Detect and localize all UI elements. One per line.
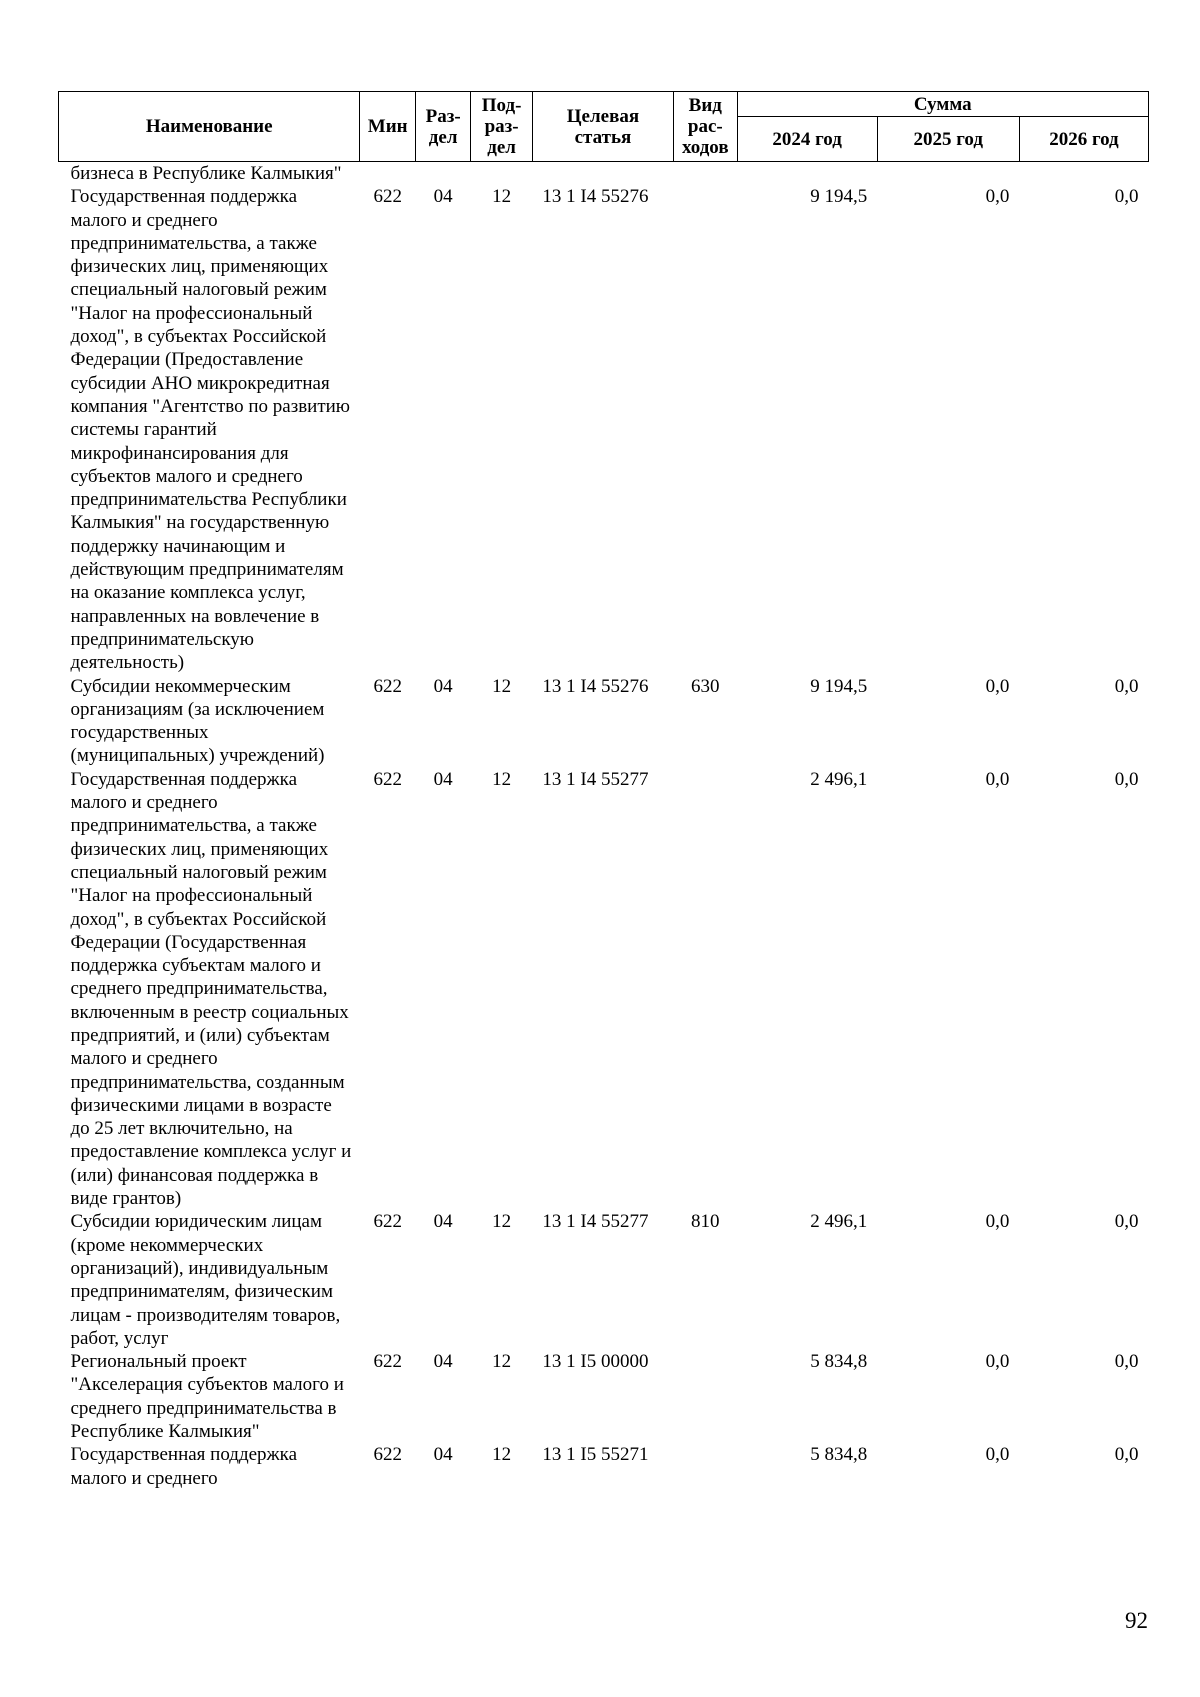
row-2024: 9 194,5 xyxy=(810,675,868,697)
budget-table xyxy=(58,91,1149,1490)
table-row xyxy=(59,675,1149,768)
header-name: Наименование xyxy=(59,92,360,162)
row-min: 622 xyxy=(373,675,402,697)
row-2025: 0,0 xyxy=(985,768,1010,790)
table-row xyxy=(59,768,1149,1211)
row-min: 622 xyxy=(373,1351,402,1373)
row-podrazdel: 12 xyxy=(492,186,512,208)
row-min: 622 xyxy=(373,768,402,790)
row-2025: 0,0 xyxy=(985,186,1010,208)
row-podrazdel: 12 xyxy=(492,1351,512,1373)
row-2024: 2 496,1 xyxy=(810,1211,868,1233)
header-vid-raskhodov: Вид рас- ходов xyxy=(674,92,738,162)
row-razdel: 04 xyxy=(433,768,453,790)
row-name: Государственная поддержка малого и среднего предпринимательства, а также физических лиц, применяющих специальный налоговый режим "Налог на профессиональный доход", в субъектах Российской Федерации (Государственная поддержка субъектам малого и среднего предпринимательства, включенным в реестр социальных предприятий, и (или) субъектам малого и среднего предпринимательства, созданным физическими лицами в возрасте до 25 лет включительно, на предоставление комплекса услуг и (или) финансовая поддержка в виде грантов) xyxy=(70,768,352,1210)
row-kcsr: 13 1 I4 55277 xyxy=(542,768,649,790)
row-podrazdel: 12 xyxy=(492,768,512,790)
row-2024 xyxy=(737,162,877,186)
header-podrazdel: Под- раз- дел xyxy=(471,92,533,162)
row-name: бизнеса в Республике Калмыкия" xyxy=(70,163,342,184)
row-2024: 5 834,8 xyxy=(810,1351,868,1373)
row-2026: 0,0 xyxy=(1114,675,1139,697)
header-min: Мин xyxy=(360,92,415,162)
row-2024: 5 834,8 xyxy=(810,1444,868,1466)
row-kcsr xyxy=(532,162,673,186)
row-2026: 0,0 xyxy=(1114,1444,1139,1466)
row-vid xyxy=(674,185,738,674)
row-2025 xyxy=(877,162,1019,186)
row-vid xyxy=(674,768,738,1211)
header-year-2026: 2026 год xyxy=(1019,117,1148,162)
row-2025: 0,0 xyxy=(985,1351,1010,1373)
header-summa: Сумма xyxy=(737,92,1148,117)
row-podrazdel: 12 xyxy=(492,1444,512,1466)
row-kcsr: 13 1 I4 55276 xyxy=(542,186,649,208)
row-name: Региональный проект "Акселерация субъектов малого и среднего предпринимательства в Республике Калмыкия" xyxy=(70,1351,344,1443)
row-kcsr: 13 1 I5 55271 xyxy=(542,1444,649,1466)
row-min xyxy=(360,162,415,186)
row-razdel: 04 xyxy=(433,1351,453,1373)
row-name: Субсидии юридическим лицам (кроме некоммерческих организаций), индивидуальным предпринимателям, физическим лицам - производителям товаров, работ, услуг xyxy=(70,1211,341,1349)
row-razdel: 04 xyxy=(433,1444,453,1466)
row-vid xyxy=(674,162,738,186)
row-name: Государственная поддержка малого и среднего xyxy=(70,1444,298,1489)
row-2024: 9 194,5 xyxy=(810,186,868,208)
row-2025: 0,0 xyxy=(985,1444,1010,1466)
page-number: 92 xyxy=(1125,1608,1148,1633)
row-razdel: 04 xyxy=(433,186,453,208)
row-2024: 2 496,1 xyxy=(810,768,868,790)
row-kcsr: 13 1 I5 00000 xyxy=(542,1351,649,1373)
header-year-2024: 2024 год xyxy=(737,117,877,162)
row-2026: 0,0 xyxy=(1114,1351,1139,1373)
row-2026: 0,0 xyxy=(1114,1211,1139,1233)
header-tselevaya-statya: Целевая статья xyxy=(532,92,673,162)
row-name: Государственная поддержка малого и среднего предпринимательства, а также физических лиц, применяющих специальный налоговый режим "Налог на профессиональный доход", в субъектах Российской Федерации (Предоставление субсидии АНО микрокредитная компания "Агентство по развитию системы гарантий микрофинансирования для субъектов малого и среднего предпринимательства Республики Калмыкия" на государственную поддержку начинающим и действующим предпринимателям на оказание комплекса услуг, направленных на вовлечение в предпринимательскую деятельность) xyxy=(70,186,350,674)
row-kcsr: 13 1 I4 55277 xyxy=(542,1211,649,1233)
row-vid xyxy=(674,1350,738,1443)
row-2026: 0,0 xyxy=(1114,186,1139,208)
row-vid: 810 xyxy=(691,1211,720,1233)
table-row xyxy=(59,1443,1149,1490)
table-header xyxy=(59,92,1149,162)
table-row xyxy=(59,185,1149,674)
table-row xyxy=(59,1350,1149,1443)
table-row xyxy=(59,1210,1149,1350)
row-podrazdel: 12 xyxy=(492,675,512,697)
row-name: Субсидии некоммерческим организациям (за исключением государственных (муниципальных) учреждений) xyxy=(70,675,325,767)
row-razdel: 04 xyxy=(433,1211,453,1233)
row-razdel xyxy=(415,162,470,186)
header-razdel: Раз- дел xyxy=(415,92,470,162)
row-2025: 0,0 xyxy=(985,1211,1010,1233)
row-2026: 0,0 xyxy=(1114,768,1139,790)
row-vid: 630 xyxy=(691,675,720,697)
header-year-2025: 2025 год xyxy=(877,117,1019,162)
table-body xyxy=(59,162,1149,1490)
row-kcsr: 13 1 I4 55276 xyxy=(542,675,649,697)
row-vid xyxy=(674,1443,738,1490)
row-2025: 0,0 xyxy=(985,675,1010,697)
row-razdel: 04 xyxy=(433,675,453,697)
row-min: 622 xyxy=(373,1211,402,1233)
row-podrazdel xyxy=(471,162,533,186)
row-2026 xyxy=(1019,162,1148,186)
table-row xyxy=(59,162,1149,186)
row-min: 622 xyxy=(373,186,402,208)
row-min: 622 xyxy=(373,1444,402,1466)
row-podrazdel: 12 xyxy=(492,1211,512,1233)
